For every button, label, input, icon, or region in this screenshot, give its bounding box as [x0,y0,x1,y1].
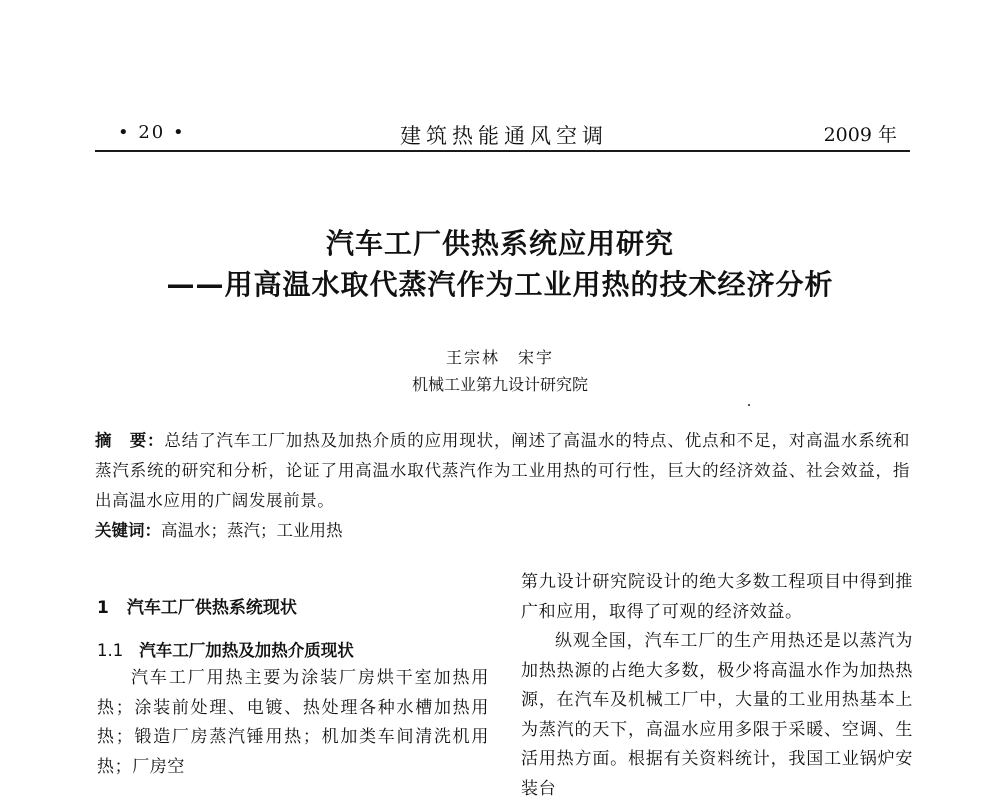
scan-speck [748,404,750,406]
authors: 王宗林 宋宇 [445,348,554,367]
keywords-label: 关键词： [95,521,161,540]
right-column [521,568,913,804]
publication-year: 2009 年 [823,124,897,146]
subsection-title: 汽车工厂加热及加热介质现状 [139,641,354,660]
article-subtitle: ——用高温水取代蒸汽作为工业用热的技术经济分析 [166,268,834,301]
subsection-heading-1-1 [97,637,354,661]
abstract [95,426,910,516]
subsection-number: 1.1 [97,641,124,660]
article-title: 汽车工厂供热系统应用研究 [325,227,674,260]
abstract-label: 摘 要： [95,431,165,450]
page-number: • 20 • [118,122,186,143]
journal-name: 建筑热能通风空调 [400,124,608,148]
abstract-text: 总结了汽车工厂加热及加热介质的应用现状，阐述了高温水的特点、优点和不足，对高温水系统和蒸汽系统的研究和分析，论证了用高温水取代蒸汽作为工业用热的可行性，巨大的经济效益、社会效益，指出高温水应用的广阔发展前景。 [95,431,910,510]
keywords [95,516,910,546]
right-paragraph-2: 纵观全国，汽车工厂的生产用热还是以蒸汽为加热热源的占绝大多数，极少将高温水作为加热热源，在汽车及机械工厂中，大量的工业用热基本上为蒸汽的天下，高温水应用多限于采暖、空调、生活用热方面。根据有关资料统计，我国工业锅炉安装台 [521,631,913,799]
left-paragraph-1: 汽车工厂用热主要为涂装厂房烘干室加热用热；涂装前处理、电镀、热处理各种水槽加热用热；锻造厂房蒸汽锤用热；机加类车间清洗机用热；厂房空 [97,668,489,777]
affiliation: 机械工业第九设计研究院 [411,375,588,394]
header-rule [95,150,910,152]
keywords-text: 高温水；蒸汽；工业用热 [161,521,343,540]
right-paragraph-1: 第九设计研究院设计的绝大多数工程项目中得到推广和应用，取得了可观的经济效益。 [521,572,913,622]
left-column [97,664,489,782]
section-number: 1 [97,598,109,618]
section-heading-1 [97,593,297,618]
section-title: 汽车工厂供热系统现状 [126,598,297,618]
